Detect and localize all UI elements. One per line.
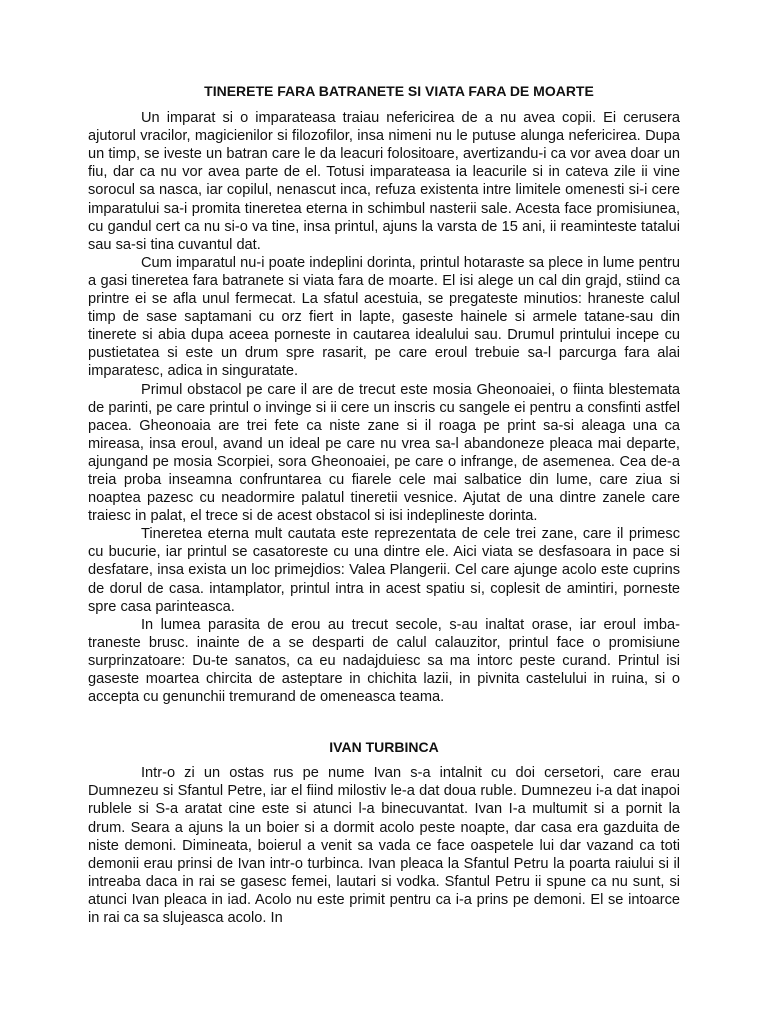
paragraph: Primul obstacol pe care il are de trecut este mosia Gheonoaiei, o fiinta blestemata de parinti, pe care printul o invinge si ii cere un inscris cu sangele ei pentru a consfinti astfel pacea. Gheonoaia are trei fete ca niste zane si il roaga pe print sa-si aleaga una ca mireasa, insa eroul, avand un ideal pe care nu vrea sa-l abandoneze pleaca mai departe, ajungand pe mosia Scorpiei, sora Gheonoaiei, pe care o infrange, de asemenea. Cea de-a treia proba inseamna confruntarea cu fiarele cele mai salbatice din lume, care ziua si noaptea pazesc cu neadormire palatul tineretii vesnice. Ajutat de una dintre zanele care traiesc in palat, el trece si de acest obstacol si isi indeplineste dorinta. (88, 381, 680, 525)
story-title-ivan-turbinca: IVAN TURBINCA (329, 739, 439, 756)
paragraph: Un imparat si o imparateasa traiau nefericirea de a nu avea copii. Ei cerusera ajutorul vracilor, magicienilor si filozofilor, insa nimeni nu le putuse alunga nefericirea. Dupa un timp, se iveste un batran care le da leacuri folositoare, avertizandu-i ca vor avea doar un fiu, dar ca nu vor avea parte de el. Totusi imparateasa ia leacurile si in cateva zile ii vine sorocul sa nasca, iar copilul, nenascut inca, refuza existenta intre limitele omenesti si-i cere imparatului sa-i promita tineretea eterna in schimbul nasterii sale. Acesta face promisiunea, cu gandul cert ca nu si-o va tine, insa printul, ajuns la varsta de 15 ani, ii reaminteste tatalui sau sa-si tina cuvantul dat. (88, 110, 680, 253)
paragraph: In lumea parasita de erou au trecut secole, s-au inaltat orase, iar eroul imba-traneste brusc. inainte de a se desparti de calul calauzitor, printul face o promisiune surprinzatoare: Du-te sanatos, ca eu nadajduiesc sa ma intorc peste curand. Printul isi gaseste moartea chircita de asteptare in chichita lazii, in pivnita castelului in ruina, si o accepta cu genunchii tremurand de omeneasca teama. (88, 616, 680, 706)
story-title-tinerete: TINERETE FARA BATRANETE SI VIATA FARA DE MOARTE (204, 83, 594, 99)
story-body-tinerete (88, 109, 680, 706)
section-spacer (88, 706, 680, 738)
document-page (88, 82, 680, 927)
paragraph: Tineretea eterna mult cautata este reprezentata de cele trei zane, care il primesc cu bucurie, iar printul se casatoreste cu una dintre ele. Aici viata se desfasoara in pace si desfatare, insa exista un loc primejdios: Valea Plangerii. Cel care ajunge acolo este cuprins de dorul de casa. intamplator, printul intra in acest spatiu si, coplesit de amintiri, porneste spre casa parinteasca. (88, 526, 680, 615)
story-body-ivan-turbinca (88, 764, 680, 927)
paragraph: Cum imparatul nu-i poate indeplini dorinta, printul hotaraste sa plece in lume pentru a gasi tineretea fara batranete si viata fara de moarte. El isi alege un cal din grajd, stiind ca printre ei se afla unul fermecat. La sfatul acestuia, se pregateste minutios: hraneste calul timp de sase saptamani cu orz fiert in lapte, gaseste hainele si armele tatane-sau din tinerete si abia dupa aceea porneste in cautarea idealului sau. Drumul printului incepe cu pustietatea si este un drum spre rasarit, pe care eroul trebuie sa-l parcurga fara alai imparatesc, adica in singuratate. (88, 254, 680, 380)
paragraph: Intr-o zi un ostas rus pe nume Ivan s-a intalnit cu doi cersetori, care erau Dumnezeu si Sfantul Petre, iar el fiind milostiv le-a dat doua ruble. Dumnezeu i-a dat inapoi rublele si S-a aratat cine este si atunci l-a binecuvantat. Ivan I-a multumit si a pornit la drum. Seara a ajuns la un boier si a dormit acolo peste noapte, dar casa era gazduita de niste demoni. Dimineata, boierul a venit sa vada ce face oaspetele lui dar vazand ca toti demonii erau prinsi de Ivan intr-o turbinca. Ivan pleaca la Sfantul Petru la poarta raiului si il intreaba daca in rai se gasesc femei, lautari si vodka. Sfantul Petru ii spune ca nu sunt, si atunci Ivan pleaca in iad. Acolo nu este primit pentru ca i-a prins pe demoni. El se intoarce in rai ca sa slujeasca acolo. In (88, 765, 680, 927)
